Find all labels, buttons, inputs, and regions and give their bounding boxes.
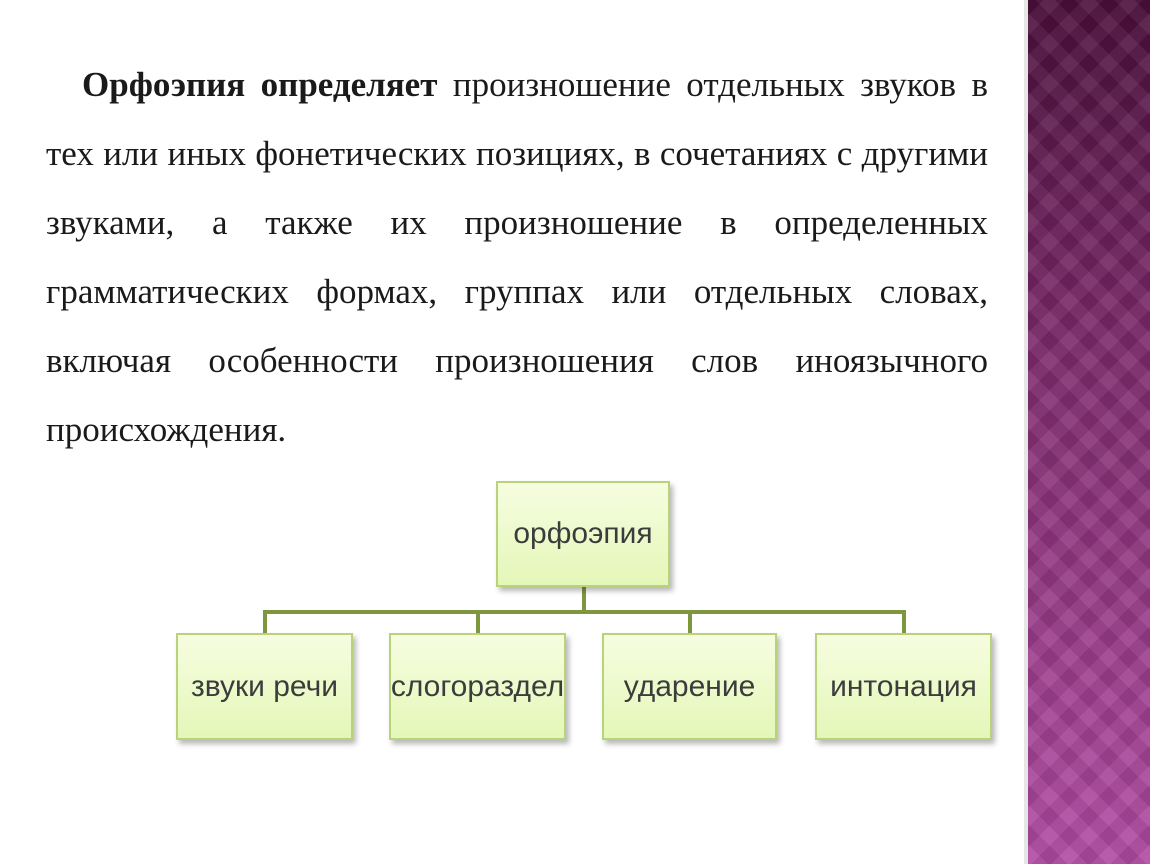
- node-child-3-label: ударение: [623, 669, 756, 703]
- node-child-1-label: звуки речи: [190, 669, 338, 703]
- node-root-label: орфоэпия: [513, 517, 653, 550]
- lead-term: Орфоэпия определяет: [82, 65, 438, 104]
- connector-root-down: [582, 586, 586, 612]
- connector-horizontal: [263, 610, 906, 614]
- node-root: [496, 481, 670, 587]
- node-child-4-label: интонация: [830, 669, 977, 703]
- connector-child-1: [263, 610, 267, 634]
- connector-child-2: [476, 610, 480, 634]
- node-child-2-label: слогораздел: [390, 669, 565, 703]
- connector-child-3: [688, 610, 692, 634]
- node-child-1: [176, 633, 353, 740]
- connector-child-4: [902, 610, 906, 634]
- node-child-2: [389, 633, 566, 740]
- node-child-4: [815, 633, 992, 740]
- node-child-3: [602, 633, 777, 740]
- paragraph-text: произношение отдельных звуков в тех или иных фонетических позициях, в сочетаниях с другими звуками, а также их произношение в определенных грамматических формах, группах или отдельных словах, включая особенности произношения слов иноязычного происхождения.: [46, 65, 989, 449]
